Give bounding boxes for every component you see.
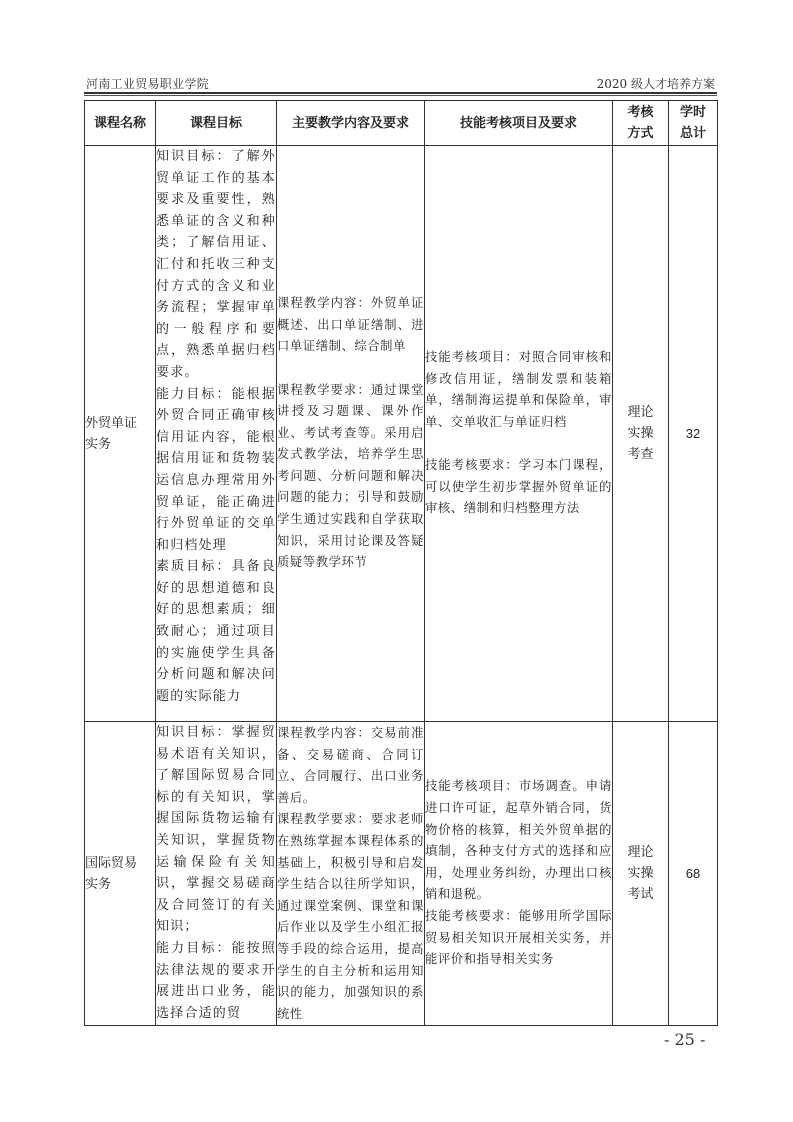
total-hours-cell: 68 <box>669 722 718 1026</box>
spacer <box>425 434 612 456</box>
teaching-requirement: 课程教学要求：要求老师在熟练掌握本课程体系的基础上，积极引导和启发学生结合以往所学知识，通过课堂案例、课堂和课后作业以及学生小组汇报等手段的综合运用，提高学生的自主分析和运用知识的能力，加强知识的系统性 <box>277 812 424 1021</box>
header-rule-thin <box>84 95 717 96</box>
method-line: 实操 <box>627 426 654 441</box>
teaching-content-cell <box>277 722 425 1026</box>
header-rule <box>84 92 717 94</box>
column-header-total-hours <box>669 101 718 146</box>
course-name-line: 国际贸易 <box>85 855 138 871</box>
header-plan-title: 2020 级人才培养方案 <box>596 77 715 91</box>
quality-goal: 素质目标：具备良好的思想道德和良好的思想素质；细致耐心；通过项目的实施使学生具备分析问题和解决问题的实际能力 <box>156 559 276 704</box>
knowledge-goal: 知识目标：了解外贸单证工作的基本要求及重要性，熟悉单证的含义和种类；了解信用证、汇付和托收三种支付方式的含义和业务流程；掌握审单的一般程序和要点，熟悉单据归档要求。 <box>156 149 276 380</box>
table-row <box>85 146 718 722</box>
teaching-content-cell <box>277 146 425 722</box>
course-goal-cell <box>156 722 277 1026</box>
course-goal-cell <box>156 146 277 722</box>
skill-assessment-cell <box>425 722 613 1026</box>
assessment-method-cell <box>613 146 669 722</box>
column-header-course-goal: 课程目标 <box>156 101 277 146</box>
course-name-line: 实务 <box>85 436 112 452</box>
skill-item: 技能考核项目：市场调查。申请进口许可证，起草外销合同，货物价格的核算，相关外贸单据的填制，各种支付方式的选择和应用，处理业务纠纷，办理出口核销和退税。 <box>425 779 612 902</box>
teaching-requirement: 课程教学要求：通过课堂讲授及习题课、课外作业、考试考查等。采用启发式教学法，培养学生思考问题、分析问题和解决问题的能力；引导和鼓励学生通过实践和自学获取知识，采用讨论课及答疑质疑等教学环节 <box>277 382 424 570</box>
column-header-skill-assessment: 技能考核项目及要求 <box>425 101 613 146</box>
spacer <box>277 358 424 380</box>
header-school-name: 河南工业贸易职业学院 <box>86 77 210 91</box>
column-header-assessment-method <box>613 101 669 146</box>
page-number: - 25 - <box>664 1030 706 1049</box>
header-line: 考核 <box>627 105 654 120</box>
ability-goal: 能力目标：能按照法律法规的要求开展进出口业务，能选择合适的贸 <box>156 940 276 1021</box>
method-line: 实操 <box>627 866 654 882</box>
header-line: 总计 <box>679 126 706 141</box>
skill-assessment-cell <box>425 146 613 722</box>
header-line: 学时 <box>679 105 706 120</box>
ability-goal: 能力目标：能根据外贸合同正确审核信用证内容，能根据信用证和货物装运信息办理常用外贸单证，能正确进行外贸单证的交单和归档处理 <box>156 386 276 553</box>
method-line: 考试 <box>627 887 654 903</box>
table-header-row <box>85 101 718 146</box>
total-hours-cell: 32 <box>669 146 718 722</box>
skill-requirement: 技能考核要求：能够用所学国际贸易相关知识开展相关实务，并能评价和指导相关实务 <box>425 909 612 967</box>
header-line: 方式 <box>627 126 654 141</box>
column-header-teaching-content: 主要教学内容及要求 <box>277 101 425 146</box>
course-name-line: 实务 <box>85 876 112 892</box>
method-line: 理论 <box>627 845 654 861</box>
method-line: 考查 <box>627 447 654 462</box>
column-header-course-name: 课程名称 <box>85 101 156 146</box>
course-table <box>84 100 718 1026</box>
teaching-content: 课程教学内容：外贸单证概述、出口单证缮制、进口单证缮制、综合制单 <box>277 296 424 354</box>
assessment-method-cell <box>613 722 669 1026</box>
course-name-cell <box>85 146 156 722</box>
course-name-cell <box>85 722 156 1026</box>
skill-item: 技能考核项目：对照合同审核和修改信用证，缮制发票和装箱单，缮制海运提单和保险单，审单、交单收汇与单证归档 <box>425 350 612 429</box>
table-row <box>85 722 718 1026</box>
skill-requirement: 技能考核要求：学习本门课程，可以使学生初步掌握外贸单证的审核、缮制和归档整理方法 <box>425 458 612 516</box>
teaching-content: 课程教学内容：交易前准备、交易磋商、合同订立、合同履行、出口业务善后。 <box>277 726 424 805</box>
course-name-line: 外贸单证 <box>85 415 138 431</box>
method-line: 理论 <box>627 405 654 420</box>
knowledge-goal: 知识目标：掌握贸易术语有关知识，了解国际贸易合同标的有关知识，掌握国际货物运输有关知识，掌握货物运输保险有关知识，掌握交易磋商及合同签订的有关知识； <box>156 725 276 935</box>
